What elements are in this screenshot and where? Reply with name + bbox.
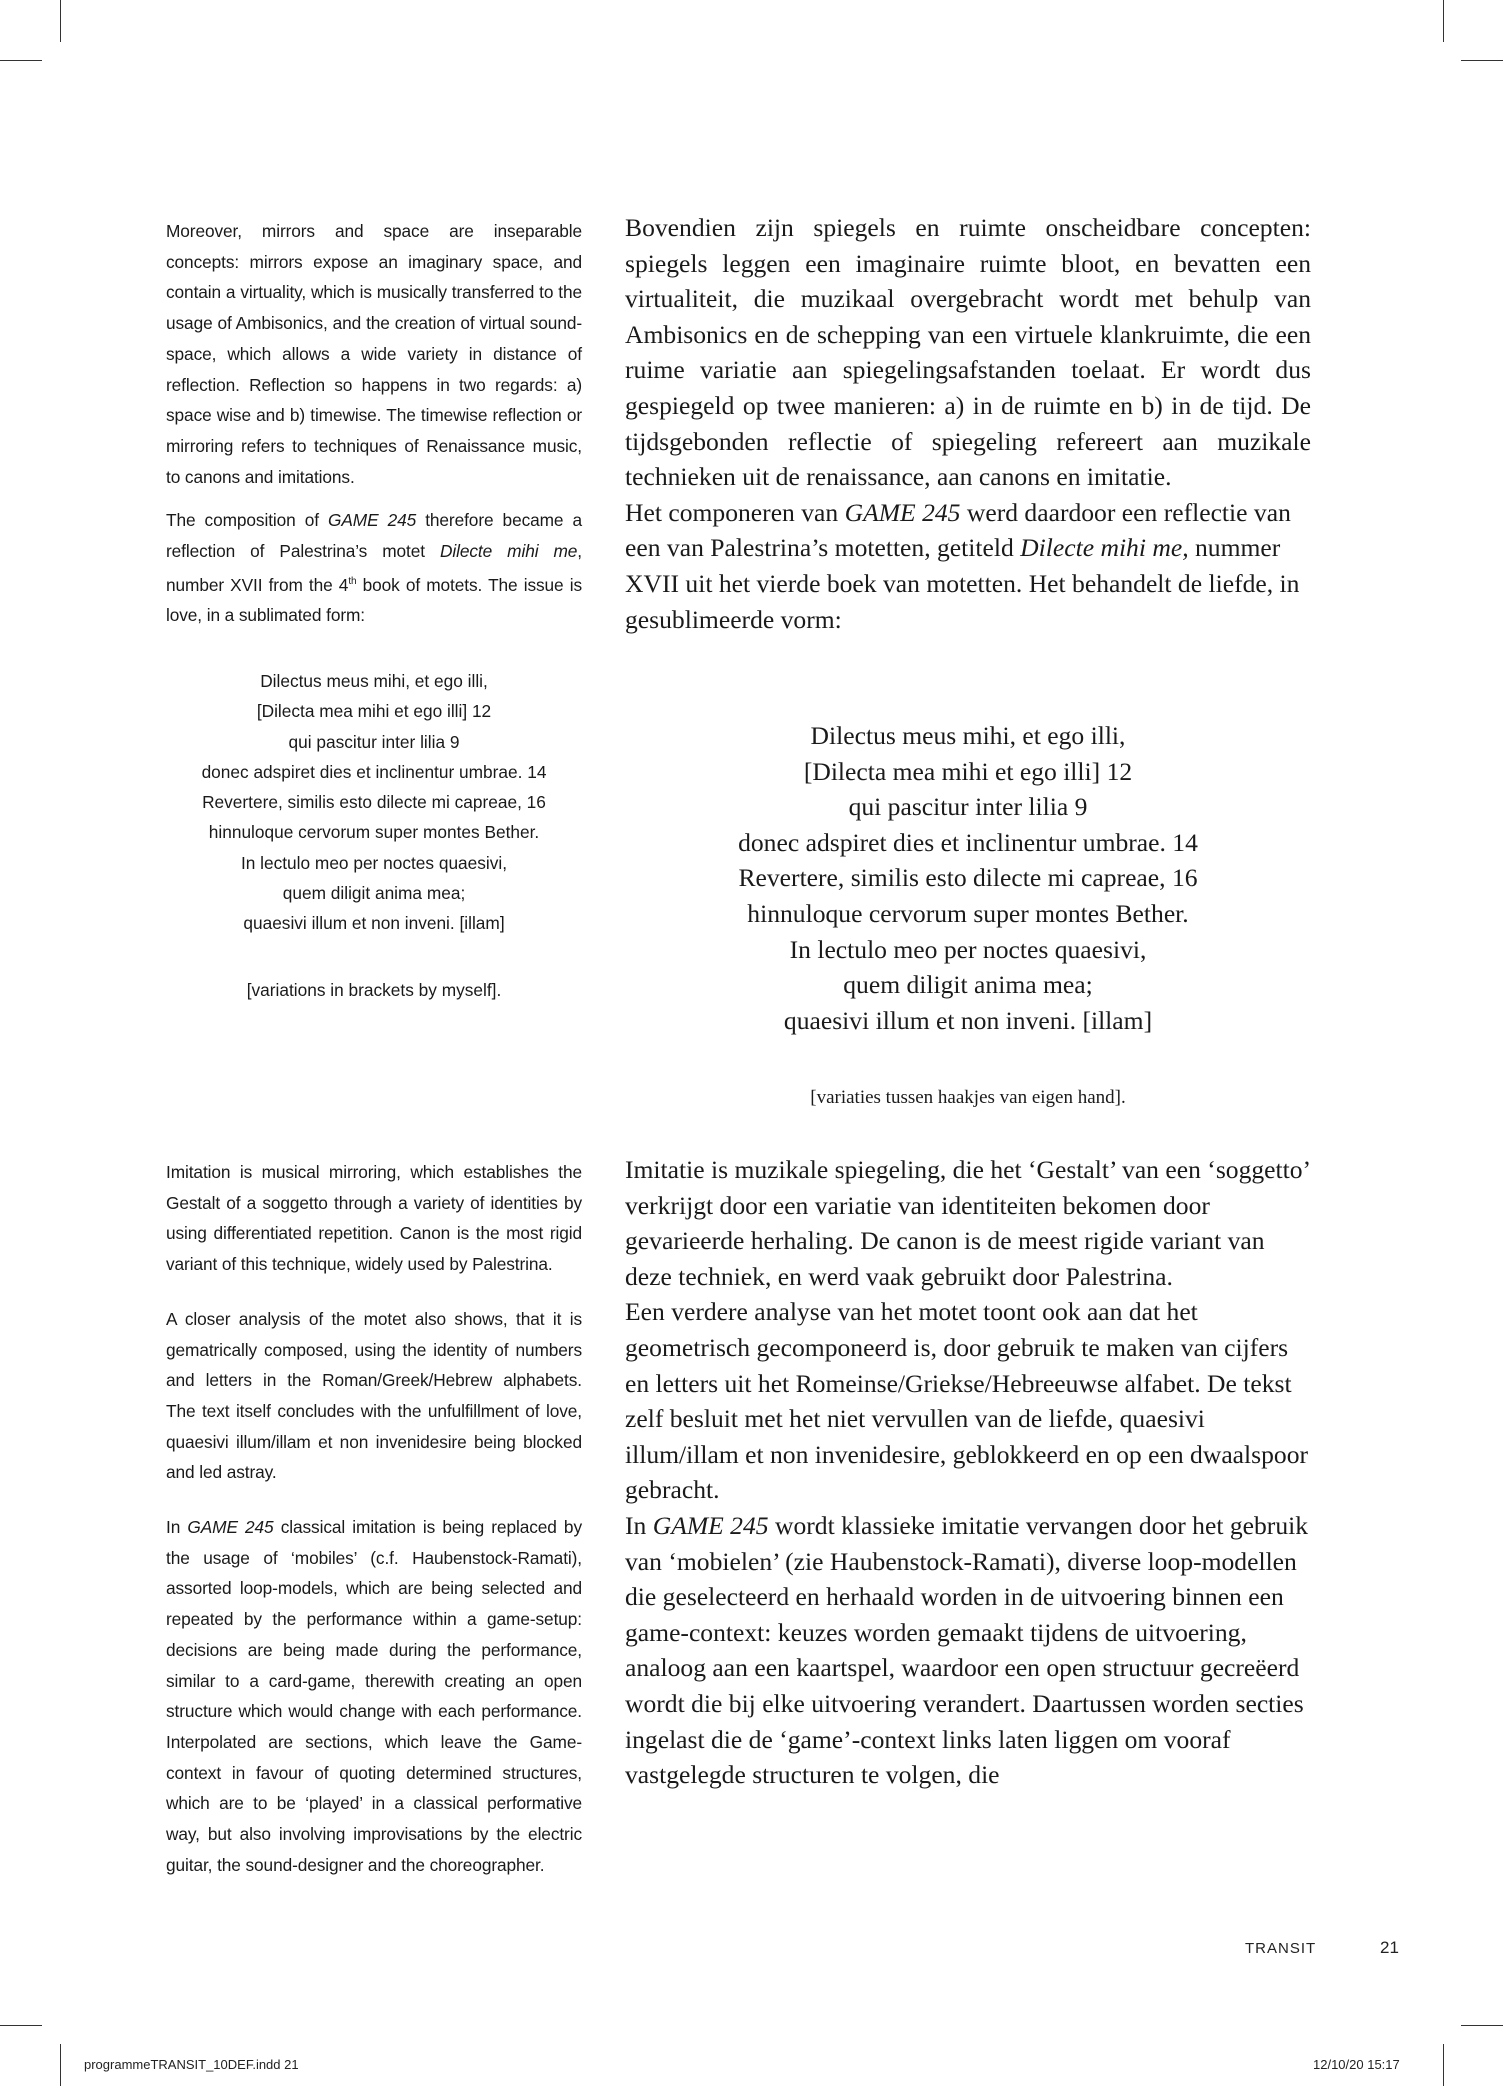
dutch-column-bottom — [625, 1152, 1311, 1793]
poem-line: Revertere, similis esto dilecte mi capreae, 16 — [738, 863, 1198, 893]
poem-line: donec adspiret dies et inclinentur umbrae. 14 — [201, 761, 547, 782]
crop-mark — [60, 0, 61, 42]
poem-line: In lectulo meo per noctes quaesivi, — [789, 934, 1147, 964]
english-paragraph: The composition of GAME 245 therefore became a reflection of Palestrina’s motet Dilecte mihi me, number XVII from the 4th book of motets. The issue is love, in a sublimated form: — [166, 510, 583, 626]
poem-line: quaesivi illum et non inveni. [illam] — [243, 913, 505, 934]
poem-line: hinnuloque cervorum super montes Bether. — [747, 898, 1189, 928]
crop-mark — [0, 60, 42, 61]
poem-line: hinnuloque cervorum super montes Bether. — [208, 822, 540, 843]
poem-line: Revertere, similis esto dilecte mi capreae, 16 — [202, 792, 546, 813]
poem-line: Dilectus meus mihi, et ego illi, — [810, 721, 1126, 750]
english-poem — [166, 666, 582, 939]
english-paragraph: Imitation is musical mirroring, which establishes the Gestalt of a soggetto through a variety of identities by using differentiated repetition. Canon is the most rigid variant of this technique, widely used by Palestrina. — [166, 1162, 582, 1275]
english-paragraph: In GAME 245 classical imitation is being replaced by the usage of ‘mobiles’ (c.f. Haubenstock-Ramati), assorted loop-models, which are being selected and repeated by the performance within a game-setup: decisions are being made during the performance, similar to a card-game, therewith creating an open structure which would change with each performance. Interpolated are sections, which leave the Game-context in favour of quoting determined structures, which are to be ‘played’ in a classical performative way, but also involving improvisations by the electric guitar, the sound-designer and the choreographer. — [166, 1517, 582, 1875]
poem-line: qui pascitur inter lilia 9 — [848, 792, 1088, 822]
slug-filename: programmeTRANSIT_10DEF.indd 21 — [84, 2057, 299, 2072]
dutch-poem — [625, 718, 1311, 1038]
poem-line: Dilectus meus mihi, et ego illi, — [260, 671, 488, 691]
poem-line: [Dilecta mea mihi et ego illi] 12 — [256, 701, 492, 722]
page-number: 21 — [1380, 1938, 1399, 1957]
poem-line: quem diligit anima mea; — [282, 883, 466, 904]
crop-mark — [1443, 0, 1444, 42]
dutch-paragraph: Imitatie is muzikale spiegeling, die het ‘Gestalt’ van een ‘soggetto’ verkrijgt door een variatie van identiteiten bekomen door gevarieerde herhaling. De canon is de meest rigide variant van deze techniek, en werd vaak gebruikt door Palestrina. — [625, 1155, 1310, 1291]
magazine-name: TRANSIT — [1245, 1940, 1317, 1957]
english-paragraph: Moreover, mirrors and space are inseparable concepts: mirrors expose an imaginary space, and contain a virtuality, which is musically transferred to the usage of Ambisonics, and the creation of virtual sound-space, which allows a wide variety in distance of reflection. Reflection so happens in two regards: a) space wise and b) timewise. The timewise reflection or mirroring refers to techniques of Renaissance music, to canons and imitations. — [166, 221, 582, 487]
crop-mark — [1443, 2044, 1444, 2086]
crop-mark — [1461, 60, 1503, 61]
crop-mark — [0, 2025, 42, 2026]
dutch-column-top — [625, 210, 1311, 637]
slug-datetime: 12/10/20 15:17 — [1313, 2057, 1400, 2072]
crop-mark — [60, 2044, 61, 2086]
poem-line: donec adspiret dies et inclinentur umbrae. 14 — [738, 827, 1198, 857]
dutch-paragraph: In GAME 245 wordt klassieke imitatie vervangen door het gebruik van ‘mobielen’ (zie Haubenstock-Ramati), diverse loop-modellen die geselecteerd en herhaald worden in de uitvoering binnen een game-context: keuzes worden gemaakt tijdens de uitvoering, analoog aan een kaartspel, waardoor een open structuur gecreëerd wordt die bij elke uitvoering verandert. Daartussen worden secties ingelast die de ‘game’-context links laten liggen om vooraf vastgelegde structuren te volgen, die — [625, 1510, 1309, 1790]
dutch-paragraph: Het componeren van GAME 245 werd daardoor een reflectie van een van Palestrina’s motetten, getiteld Dilecte mihi me, nummer XVII uit het vierde boek van motetten. Het behandelt de liefde, in gesublimeerde vorm: — [625, 497, 1300, 634]
poem-line: quem diligit anima mea; — [843, 970, 1093, 1000]
crop-mark — [1461, 2025, 1503, 2026]
english-column-bottom — [166, 1157, 582, 1893]
dutch-poem-note: [variaties tussen haakjes van eigen hand]. — [810, 1087, 1126, 1108]
poem-line: [Dilecta mea mihi et ego illi] 12 — [803, 756, 1133, 786]
dutch-paragraph: Een verdere analyse van het motet toont ook aan dat het geometrisch gecomponeerd is, door gebruik te maken van cijfers en letters uit het Romeinse/Griekse/Hebreeuwse alfabet. De tekst zelf besluit met het niet vervullen van de liefde, quaesivi illum/illam et non invenidesire, geblokkeerd en op een dwaalspoor gebracht. — [625, 1297, 1309, 1505]
english-poem-note: [variations in brackets by myself]. — [246, 980, 502, 1000]
poem-line: qui pascitur inter lilia 9 — [288, 731, 460, 752]
poem-line: In lectulo meo per noctes quaesivi, — [240, 852, 508, 873]
poem-line: quaesivi illum et non inveni. [illam] — [783, 1005, 1153, 1035]
english-column-top — [166, 216, 582, 644]
english-paragraph: A closer analysis of the motet also shows, that it is gematrically composed, using the identity of numbers and letters in the Roman/Greek/Hebrew alphabets. The text itself concludes with the unfulfillment of love, quaesivi illum/illam et non invenidesire being blocked and led astray. — [166, 1308, 582, 1483]
dutch-paragraph: Bovendien zijn spiegels en ruimte onscheidbare concepten: spiegels leggen een imaginaire ruimte bloot, en bevatten een virtualiteit, die muzikaal overgebracht wordt met behulp van Ambisonics en de schepping van een virtuele klankruimte, die een ruime variatie aan spiegelingsafstanden toelaat. Er wordt dus gespiegeld op twee manieren: a) in de ruimte en b) in de tijd. De tijdsgebonden reflectie of spiegeling refereert aan muzikale technieken uit de renaissance, aan canons en imitatie. — [625, 213, 1311, 492]
